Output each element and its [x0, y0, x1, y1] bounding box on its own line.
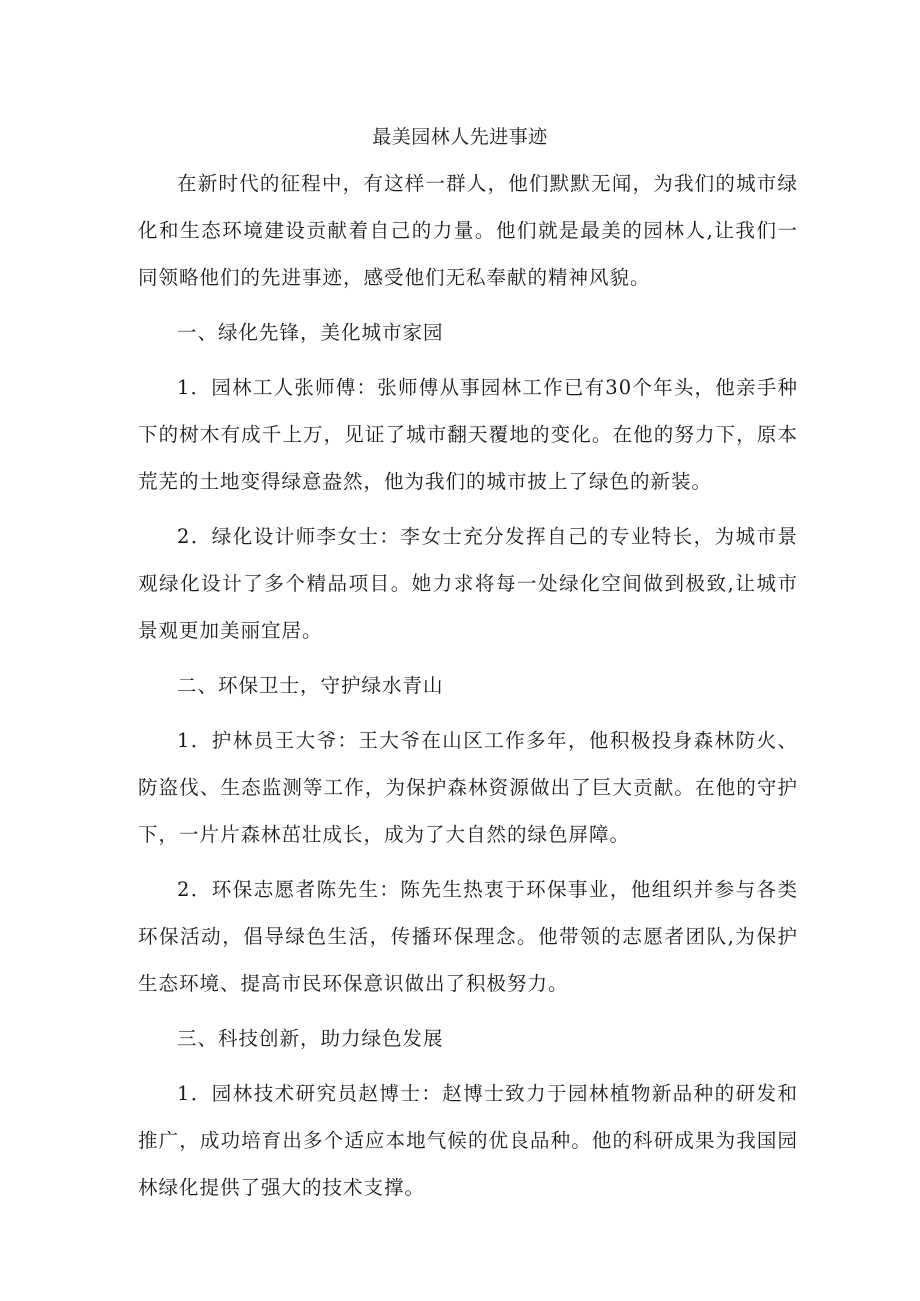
section-3-item-1: 1．园林技术研究员赵博士：赵博士致力于园林植物新品种的研发和推广，成功培育出多个适应本地气候的优良品种。他的科研成果为我国园林绿化提供了强大的技术支撑。 [138, 1082, 798, 1199]
section-2-item-1: 1．护林员王大爷：王大爷在山区工作多年，他积极投身森林防火、防盗伐、生态监测等工作，为保护森林资源做出了巨大贡献。在他的守护下，一片片森林茁壮成长，成为了大自然的绿色屏障。 [138, 729, 798, 846]
section-heading-3: 三、科技创新，助力绿色发展 [177, 1027, 444, 1050]
section-2-item-2: 2．环保志愿者陈先生：陈先生热衷于环保事业，他组织并参与各类环保活动，倡导绿色生活，传播环保理念。他带领的志愿者团队,为保护生态环境、提高市民环保意识做出了积极努力。 [138, 878, 798, 995]
intro-paragraph: 在新时代的征程中，有这样一群人，他们默默无闻，为我们的城市绿化和生态环境建设贡献着自己的力量。他们就是最美的园林人,让我们一同领略他们的先进事迹，感受他们无私奉献的精神风貌。 [138, 172, 798, 289]
document-title: 最美园林人先进事迹 [372, 126, 548, 148]
section-heading-2: 二、环保卫士，守护绿水青山 [177, 674, 444, 697]
section-1-item-2: 2．绿化设计师李女士：李女士充分发挥自己的专业特长，为城市景观绿化设计了多个精品项目。她力求将每一处绿化空间做到极致,让城市景观更加美丽宜居。 [138, 525, 798, 642]
section-heading-1: 一、绿化先锋，美化城市家园 [177, 321, 444, 344]
section-1-item-1: 1．园林工人张师傅：张师傅从事园林工作已有30个年头，他亲手种下的树木有成千上万，见证了城市翻天覆地的变化。在他的努力下，原本荒芜的土地变得绿意盎然，他为我们的城市披上了绿色的新装。 [138, 376, 798, 493]
document-body [138, 160, 798, 1219]
